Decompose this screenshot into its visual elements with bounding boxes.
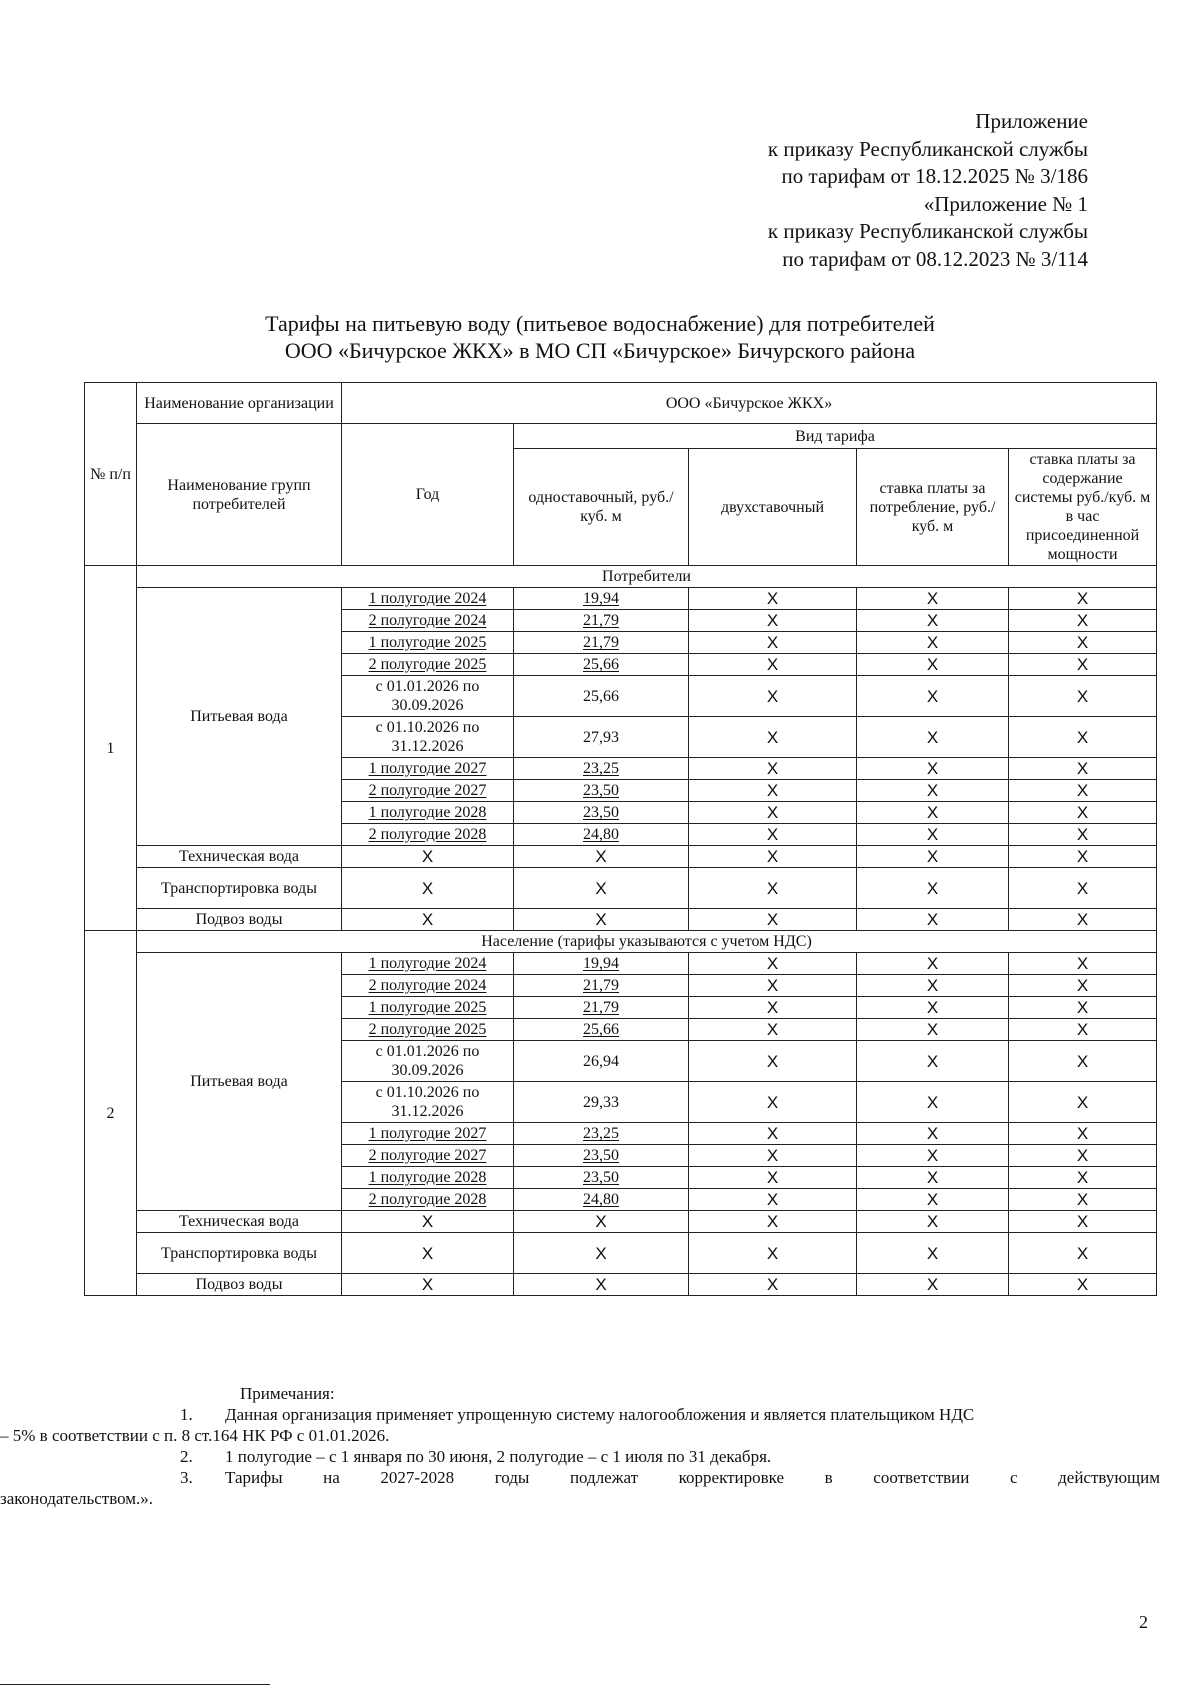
rate-maintenance-cell: Х: [1009, 780, 1157, 802]
period-cell: 1 полугодие 2027: [342, 758, 514, 780]
group-label: Питьевая вода: [137, 953, 342, 1211]
note-item: [150, 1467, 1160, 1488]
page-number: 2: [1139, 1612, 1148, 1632]
tariff-value-cell: Х: [514, 1233, 689, 1274]
header-org-name-label: Наименование организации: [137, 383, 342, 424]
table-row: [85, 846, 1157, 868]
rate-maintenance-cell: Х: [1009, 654, 1157, 676]
rate-maintenance-cell: Х: [1009, 1082, 1157, 1123]
rate-maintenance-cell: Х: [1009, 953, 1157, 975]
two-part-cell: Х: [689, 758, 857, 780]
rate-consumption-cell: Х: [857, 758, 1009, 780]
rate-consumption-cell: Х: [857, 1189, 1009, 1211]
rate-maintenance-cell: Х: [1009, 824, 1157, 846]
rate-maintenance-cell: Х: [1009, 1167, 1157, 1189]
tariff-value-cell: Х: [514, 868, 689, 909]
header-rate-maintenance: ставка платы за содержание системы руб./куб. м в час присоединенной мощности: [1009, 449, 1157, 566]
table-row: [85, 1211, 1157, 1233]
note-item: [150, 1446, 1160, 1467]
period-cell: с 01.10.2026 по 31.12.2026: [342, 717, 514, 758]
tariff-value-cell: 25,66: [514, 676, 689, 717]
rate-maintenance-cell: Х: [1009, 676, 1157, 717]
tariff-value-cell: Х: [514, 1274, 689, 1296]
table-row: [85, 953, 1157, 975]
rate-consumption-cell: Х: [857, 1274, 1009, 1296]
rate-consumption-cell: Х: [857, 717, 1009, 758]
period-cell: 1 полугодие 2024: [342, 588, 514, 610]
two-part-cell: Х: [689, 610, 857, 632]
rate-consumption-cell: Х: [857, 610, 1009, 632]
period-cell: 1 полугодие 2025: [342, 632, 514, 654]
note-number: 2.: [180, 1447, 193, 1466]
rate-consumption-cell: Х: [857, 1019, 1009, 1041]
tariff-value-cell: 19,94: [514, 953, 689, 975]
section-number: 2: [85, 931, 137, 1296]
header-line: по тарифам от 18.12.2025 № 3/186: [781, 164, 1088, 188]
rate-consumption-cell: Х: [857, 1123, 1009, 1145]
rate-maintenance-cell: Х: [1009, 802, 1157, 824]
two-part-cell: Х: [689, 632, 857, 654]
header-line: Приложение: [975, 109, 1088, 133]
rate-consumption-cell: Х: [857, 1167, 1009, 1189]
title-line-1: Тарифы на питьевую воду (питьевое водоснабжение) для потребителей: [265, 311, 935, 336]
group-label: Подвоз воды: [137, 1274, 342, 1296]
rate-maintenance-cell: Х: [1009, 868, 1157, 909]
note-text: 1 полугодие – с 1 января по 30 июня, 2 полугодие – с 1 июля по 31 декабря.: [225, 1447, 772, 1466]
period-cell: 1 полугодие 2025: [342, 997, 514, 1019]
period-cell: 2 полугодие 2025: [342, 1019, 514, 1041]
two-part-cell: Х: [689, 868, 857, 909]
period-cell: 2 полугодие 2024: [342, 610, 514, 632]
rate-consumption-cell: Х: [857, 802, 1009, 824]
two-part-cell: Х: [689, 1167, 857, 1189]
table-row: [85, 1274, 1157, 1296]
period-cell: 2 полугодие 2027: [342, 780, 514, 802]
rate-maintenance-cell: Х: [1009, 1274, 1157, 1296]
rate-maintenance-cell: Х: [1009, 1019, 1157, 1041]
header-line: к приказу Республиканской службы: [767, 136, 1088, 161]
rate-consumption-cell: Х: [857, 1211, 1009, 1233]
period-cell: Х: [342, 909, 514, 931]
period-cell: 1 полугодие 2027: [342, 1123, 514, 1145]
header-two-part: двухставочный: [689, 449, 857, 566]
period-cell: Х: [342, 1274, 514, 1296]
period-cell: 1 полугодие 2028: [342, 802, 514, 824]
rate-consumption-cell: Х: [857, 824, 1009, 846]
table-row: [85, 1233, 1157, 1274]
period-cell: 1 полугодие 2024: [342, 953, 514, 975]
rate-consumption-cell: Х: [857, 676, 1009, 717]
rate-consumption-cell: Х: [857, 1041, 1009, 1082]
rate-consumption-cell: Х: [857, 1082, 1009, 1123]
rate-consumption-cell: Х: [857, 975, 1009, 997]
two-part-cell: Х: [689, 909, 857, 931]
two-part-cell: Х: [689, 1123, 857, 1145]
appendix-header: [768, 108, 1088, 273]
two-part-cell: Х: [689, 654, 857, 676]
rate-maintenance-cell: Х: [1009, 588, 1157, 610]
table-row: [85, 588, 1157, 610]
rate-maintenance-cell: Х: [1009, 758, 1157, 780]
rate-consumption-cell: Х: [857, 868, 1009, 909]
table-row: [85, 909, 1157, 931]
two-part-cell: Х: [689, 1189, 857, 1211]
rate-consumption-cell: Х: [857, 780, 1009, 802]
period-cell: 2 полугодие 2028: [342, 824, 514, 846]
two-part-cell: Х: [689, 975, 857, 997]
tariff-value-cell: 26,94: [514, 1041, 689, 1082]
two-part-cell: Х: [689, 1233, 857, 1274]
tariff-table: [84, 382, 1157, 1296]
two-part-cell: Х: [689, 997, 857, 1019]
two-part-cell: Х: [689, 1211, 857, 1233]
rate-maintenance-cell: Х: [1009, 1041, 1157, 1082]
header-num: № п/п: [85, 383, 137, 566]
tariff-value-cell: 29,33: [514, 1082, 689, 1123]
notes: [0, 1383, 1160, 1509]
note-item-continued: – 5% в соответствии с п. 8 ст.164 НК РФ с 01.01.2026.: [0, 1426, 390, 1445]
header-year: Год: [342, 424, 514, 566]
tariff-value-cell: 23,50: [514, 780, 689, 802]
tariff-value-cell: Х: [514, 1211, 689, 1233]
period-cell: 2 полугодие 2024: [342, 975, 514, 997]
rate-consumption-cell: Х: [857, 1233, 1009, 1274]
rate-consumption-cell: Х: [857, 632, 1009, 654]
tariff-value-cell: 25,66: [514, 1019, 689, 1041]
section-number: 1: [85, 566, 137, 931]
period-cell: с 01.10.2026 по 31.12.2026: [342, 1082, 514, 1123]
tariff-value-cell: 21,79: [514, 975, 689, 997]
rate-maintenance-cell: Х: [1009, 1123, 1157, 1145]
note-number: 1.: [180, 1405, 193, 1424]
period-cell: Х: [342, 1233, 514, 1274]
period-cell: 1 полугодие 2028: [342, 1167, 514, 1189]
two-part-cell: Х: [689, 676, 857, 717]
two-part-cell: Х: [689, 802, 857, 824]
title-line-2: ООО «Бичурское ЖКХ» в МО СП «Бичурское» Бичурского района: [284, 338, 916, 363]
two-part-cell: Х: [689, 1145, 857, 1167]
two-part-cell: Х: [689, 780, 857, 802]
rate-maintenance-cell: Х: [1009, 1233, 1157, 1274]
rate-maintenance-cell: Х: [1009, 632, 1157, 654]
group-label: Питьевая вода: [137, 588, 342, 846]
header-line: «Приложение № 1: [923, 191, 1088, 216]
group-label: Транспортировка воды: [137, 1233, 342, 1274]
note-item: [150, 1404, 1160, 1425]
tariff-value-cell: 19,94: [514, 588, 689, 610]
header-line: к приказу Республиканской службы: [767, 219, 1088, 243]
note-text: Тарифы на 2027-2028 годы подлежат корректировке в соответствии с действующим: [225, 1468, 1160, 1487]
rate-maintenance-cell: Х: [1009, 909, 1157, 931]
note-number: 3.: [180, 1468, 193, 1487]
tariff-value-cell: 24,80: [514, 824, 689, 846]
tariff-value-cell: 23,25: [514, 1123, 689, 1145]
period-cell: 2 полугодие 2025: [342, 654, 514, 676]
rate-maintenance-cell: Х: [1009, 1189, 1157, 1211]
tariff-value-cell: 24,80: [514, 1189, 689, 1211]
document-title: [0, 310, 1200, 364]
tariff-value-cell: 23,50: [514, 802, 689, 824]
tariff-value-cell: 23,50: [514, 1145, 689, 1167]
section-title: Потребители: [137, 566, 1157, 588]
note-text: Данная организация применяет упрощенную систему налогообложения и является плательщиком НДС: [225, 1405, 975, 1424]
tariff-value-cell: 25,66: [514, 654, 689, 676]
rate-maintenance-cell: Х: [1009, 717, 1157, 758]
header-one-part: одноставочный, руб./ куб. м: [514, 449, 689, 566]
two-part-cell: Х: [689, 846, 857, 868]
section-title: Население (тарифы указываются с учетом НДС): [137, 931, 1157, 953]
tariff-value-cell: 23,25: [514, 758, 689, 780]
period-cell: Х: [342, 846, 514, 868]
tariff-value-cell: 21,79: [514, 997, 689, 1019]
two-part-cell: Х: [689, 953, 857, 975]
tariff-value-cell: 21,79: [514, 632, 689, 654]
period-cell: с 01.01.2026 по 30.09.2026: [342, 676, 514, 717]
rate-consumption-cell: Х: [857, 1145, 1009, 1167]
footer-divider: [0, 1684, 270, 1685]
two-part-cell: Х: [689, 1041, 857, 1082]
two-part-cell: Х: [689, 1274, 857, 1296]
header-tariff-type: Вид тарифа: [514, 424, 1157, 449]
two-part-cell: Х: [689, 717, 857, 758]
two-part-cell: Х: [689, 1019, 857, 1041]
group-label: Техническая вода: [137, 1211, 342, 1233]
period-cell: Х: [342, 1211, 514, 1233]
notes-title: Примечания:: [240, 1384, 335, 1403]
section-title-row: [85, 931, 1157, 953]
rate-consumption-cell: Х: [857, 953, 1009, 975]
rate-maintenance-cell: Х: [1009, 997, 1157, 1019]
tariff-value-cell: 21,79: [514, 610, 689, 632]
header-groups: Наименование групп потребителей: [137, 424, 342, 566]
table-row: [85, 868, 1157, 909]
period-cell: Х: [342, 868, 514, 909]
rate-consumption-cell: Х: [857, 909, 1009, 931]
rate-maintenance-cell: Х: [1009, 610, 1157, 632]
rate-maintenance-cell: Х: [1009, 975, 1157, 997]
section-title-row: [85, 566, 1157, 588]
rate-consumption-cell: Х: [857, 846, 1009, 868]
tariff-value-cell: Х: [514, 909, 689, 931]
two-part-cell: Х: [689, 1082, 857, 1123]
period-cell: 2 полугодие 2027: [342, 1145, 514, 1167]
rate-consumption-cell: Х: [857, 654, 1009, 676]
note-item-continued: законодательством.».: [0, 1489, 154, 1508]
tariff-value-cell: 23,50: [514, 1167, 689, 1189]
period-cell: с 01.01.2026 по 30.09.2026: [342, 1041, 514, 1082]
rate-maintenance-cell: Х: [1009, 846, 1157, 868]
rate-consumption-cell: Х: [857, 588, 1009, 610]
period-cell: 2 полугодие 2028: [342, 1189, 514, 1211]
header-org-name: ООО «Бичурское ЖКХ»: [342, 383, 1157, 424]
tariff-value-cell: Х: [514, 846, 689, 868]
tariff-value-cell: 27,93: [514, 717, 689, 758]
header-rate-consumption: ставка платы за потребление, руб./ куб. м: [857, 449, 1009, 566]
group-label: Транспортировка воды: [137, 868, 342, 909]
rate-maintenance-cell: Х: [1009, 1211, 1157, 1233]
group-label: Подвоз воды: [137, 909, 342, 931]
group-label: Техническая вода: [137, 846, 342, 868]
header-line: по тарифам от 08.12.2023 № 3/114: [782, 246, 1088, 271]
rate-consumption-cell: Х: [857, 997, 1009, 1019]
two-part-cell: Х: [689, 588, 857, 610]
two-part-cell: Х: [689, 824, 857, 846]
rate-maintenance-cell: Х: [1009, 1145, 1157, 1167]
